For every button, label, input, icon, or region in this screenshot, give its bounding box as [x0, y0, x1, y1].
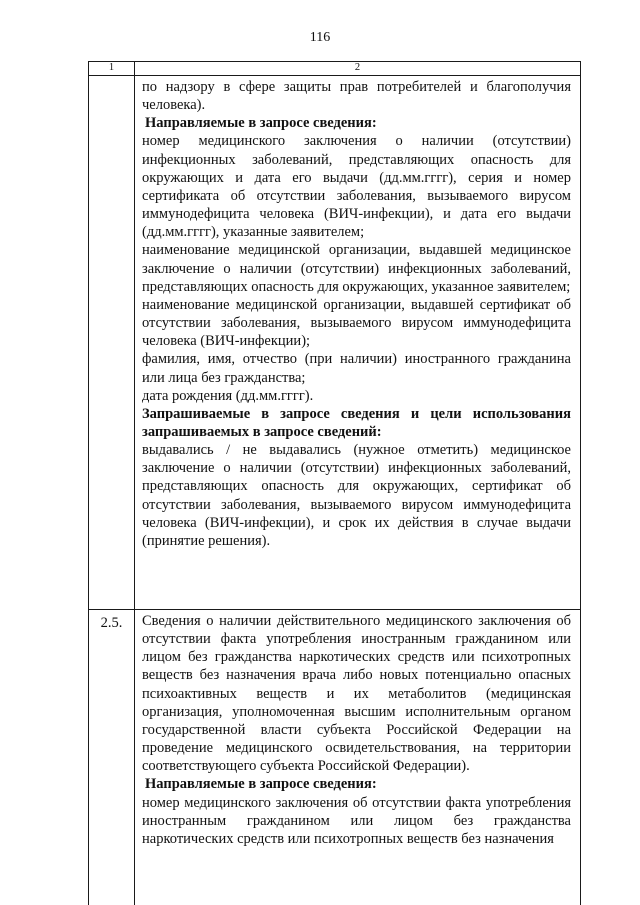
paragraph: фамилия, имя, отчество (при наличии) иностранного гражданина или лица без гражданства; — [142, 351, 571, 386]
page-number: 116 — [309, 30, 331, 45]
paragraph: выдавались / не выдавались (нужное отметить) медицинское заключение о наличии (отсутствии) инфекционных заболеваний, представляющих опасность для окружающих, сертификат об отсутствии заболевания, вызываемого вирусом иммунодефицита человека (ВИЧ-инфекции), и срок их действия в случае выдачи (принятие решения). — [142, 442, 571, 549]
row-text-cell — [135, 76, 580, 609]
paragraph: наименование медицинской организации, выдавшей сертификат об отсутствии заболевания, вызываемого вирусом иммунодефицита человека (ВИЧ-инфекции); — [142, 296, 571, 350]
paragraph: дата рождения (дд.мм.гггг). — [142, 387, 314, 404]
paragraph: по надзору в сфере защиты прав потребителей и благополучия человека). — [142, 79, 571, 114]
section-heading: Направляемые в запросе сведения: — [145, 115, 377, 132]
section-heading: Запрашиваемые в запросе сведения и цели использования запрашиваемых в запросе сведений: — [142, 405, 571, 440]
paragraph: номер медицинского заключения о наличии (отсутствии) инфекционных заболеваний, представляющих опасность для окружающих и дата его выдачи (дд.мм.гггг), серия и номер сертификата об отсутствии заболевания, вызываемого вирусом иммунодефицита человека (ВИЧ-инфекции), и дата его выдачи (дд.мм.гггг), указанные заявителем; — [142, 133, 571, 241]
row-number: 2.5. — [89, 610, 135, 905]
table-header-row — [89, 62, 580, 76]
column-number-2: 2 — [354, 62, 361, 73]
paragraph: наименование медицинской организации, выдавшей медицинское заключение о наличии (отсутствии) инфекционных заболеваний, представляющих опасность для окружающих, указанное заявителем; — [142, 242, 571, 295]
table-row — [89, 610, 580, 905]
document-table — [88, 61, 581, 905]
column-number-1: 1 — [89, 62, 135, 75]
table-row — [89, 76, 580, 610]
section-heading: Направляемые в запросе сведения: — [145, 776, 377, 793]
paragraph: номер медицинского заключения об отсутствии факта употребления иностранным гражданином или лицом без гражданства наркотических средств или психотропных веществ без назначения — [142, 794, 571, 847]
row-number — [89, 76, 135, 609]
paragraph: Сведения о наличии действительного медицинского заключения об отсутствии факта употребления иностранным гражданином или лицом без гражданства наркотических средств или психотропных веществ без назначения врача либо новых потенциально опасных психоактивных веществ и их метаболитов (медицинская организация, уполномоченная высшим исполнительным органом государственной власти субъекта Российской Федерации на проведение медицинского освидетельствования, на территории соответствующего субъекта Российской Федерации). — [142, 613, 571, 775]
row-text-cell — [135, 610, 580, 905]
